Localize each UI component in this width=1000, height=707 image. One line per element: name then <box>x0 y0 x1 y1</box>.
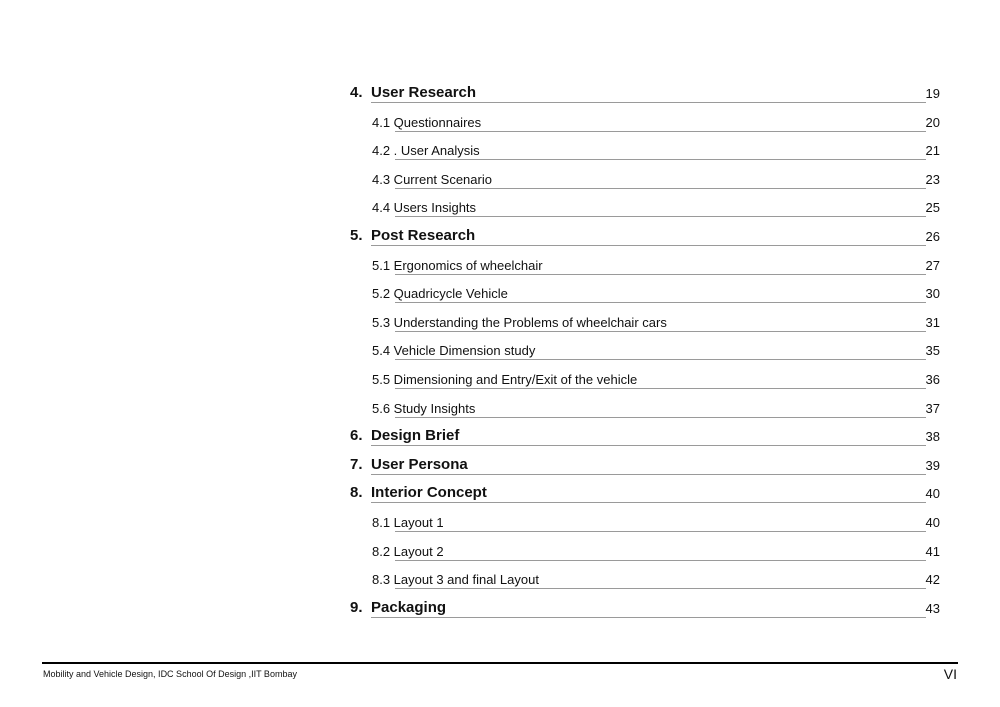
toc-section-row[interactable] <box>0 594 1000 618</box>
toc-leader-line <box>371 445 926 446</box>
toc-entry-title: User Persona <box>371 455 468 473</box>
toc-section-number: 8. <box>350 484 363 502</box>
toc-section-row[interactable] <box>0 222 1000 246</box>
toc-section-number: 9. <box>350 598 363 616</box>
toc-section-number: 6. <box>350 427 363 445</box>
toc-subsection-row[interactable] <box>0 336 1000 360</box>
footer-page-number: VI <box>943 666 957 682</box>
toc-page-number: 37 <box>925 400 940 416</box>
toc-page-number: 38 <box>925 429 940 445</box>
toc-entry-title: 8.1 Layout 1 <box>372 515 444 530</box>
toc-leader-line <box>371 102 926 103</box>
toc-entry-title: 5.5 Dimensioning and Entry/Exit of the vehicle <box>372 372 638 387</box>
toc-leader-line <box>395 388 926 389</box>
toc-leader-line <box>395 274 926 275</box>
toc-entry-title: User Research <box>371 84 477 101</box>
toc-entry-title: 4.2 . User Analysis <box>372 143 480 159</box>
toc-page-number: 41 <box>925 543 940 559</box>
toc-section-number: 7. <box>350 455 363 473</box>
toc-entry-title: 5.4 Vehicle Dimension study <box>372 343 536 359</box>
toc-section-number: 5. <box>350 227 363 244</box>
toc-entry-title: 8.3 Layout 3 and final Layout <box>372 572 539 588</box>
toc-entry-title: 5.6 Study Insights <box>372 400 476 416</box>
toc-entry-title: 5.1 Ergonomics of wheelchair <box>372 257 543 273</box>
toc-subsection-row[interactable] <box>0 508 1000 532</box>
toc-section-row[interactable] <box>0 422 1000 446</box>
toc-page-number: 40 <box>925 515 940 530</box>
toc-page-number: 27 <box>925 257 940 273</box>
toc-subsection-row[interactable] <box>0 394 1000 418</box>
toc-leader-line <box>395 131 926 132</box>
toc-page-number: 26 <box>925 229 940 244</box>
toc-subsection-row[interactable] <box>0 279 1000 303</box>
toc-page-number: 31 <box>925 314 940 330</box>
toc-section-row[interactable] <box>0 451 1000 475</box>
toc-entry-title: Interior Concept <box>371 484 487 502</box>
toc-page-number: 30 <box>925 286 940 302</box>
toc-section-row[interactable] <box>0 479 1000 503</box>
toc-leader-line <box>395 331 926 332</box>
toc-leader-line <box>371 502 926 503</box>
toc-page-number: 25 <box>925 200 940 216</box>
toc-entry-title: 4.3 Current Scenario <box>372 171 492 187</box>
toc-leader-line <box>395 188 926 189</box>
toc-page-number: 42 <box>925 572 940 588</box>
footer-rule <box>42 662 958 664</box>
toc-section-number: 4. <box>350 84 363 101</box>
page-footer <box>0 660 1000 707</box>
toc-page-number: 35 <box>925 343 940 359</box>
toc-section-row[interactable] <box>0 79 1000 103</box>
toc-entry-title: Packaging <box>371 598 447 616</box>
toc-entry-title: 4.4 Users Insights <box>372 200 477 216</box>
toc-page-number: 21 <box>925 143 940 159</box>
toc-entry-title: 4.1 Questionnaires <box>372 114 482 130</box>
toc-entry-title: 5.2 Quadricycle Vehicle <box>372 286 508 302</box>
toc-subsection-row[interactable] <box>0 565 1000 589</box>
toc-entry-title: 8.2 Layout 2 <box>372 543 444 559</box>
toc-subsection-row[interactable] <box>0 251 1000 275</box>
toc-leader-line <box>395 302 926 303</box>
toc-leader-line <box>371 617 926 618</box>
toc-leader-line <box>395 159 926 160</box>
toc-page-number: 39 <box>925 457 940 473</box>
toc-subsection-row[interactable] <box>0 193 1000 217</box>
toc-subsection-row[interactable] <box>0 537 1000 561</box>
toc-subsection-row[interactable] <box>0 108 1000 132</box>
toc-subsection-row[interactable] <box>0 165 1000 189</box>
footer-credit: Mobility and Vehicle Design, IDC School Of Design ,IIT Bombay <box>43 669 297 679</box>
toc-leader-line <box>395 417 926 418</box>
toc-leader-line <box>371 245 926 246</box>
toc-subsection-row[interactable] <box>0 136 1000 160</box>
toc-leader-line <box>395 560 926 561</box>
toc-page-number: 23 <box>925 171 940 187</box>
toc-entry-title: Post Research <box>371 227 476 244</box>
toc-subsection-row[interactable] <box>0 365 1000 389</box>
toc-page-number: 36 <box>925 372 940 387</box>
toc-leader-line <box>395 216 926 217</box>
toc-subsection-row[interactable] <box>0 308 1000 332</box>
toc-leader-line <box>395 588 926 589</box>
toc-entry-title: 5.3 Understanding the Problems of wheelchair cars <box>372 314 667 330</box>
toc-leader-line <box>395 359 926 360</box>
toc-page-number: 43 <box>925 600 940 616</box>
toc-page-number: 19 <box>925 86 940 101</box>
toc-page-number: 20 <box>925 114 940 130</box>
toc-leader-line <box>371 474 926 475</box>
toc-entry-title: Design Brief <box>371 427 460 445</box>
toc-page-number: 40 <box>925 486 940 502</box>
toc-leader-line <box>395 531 926 532</box>
